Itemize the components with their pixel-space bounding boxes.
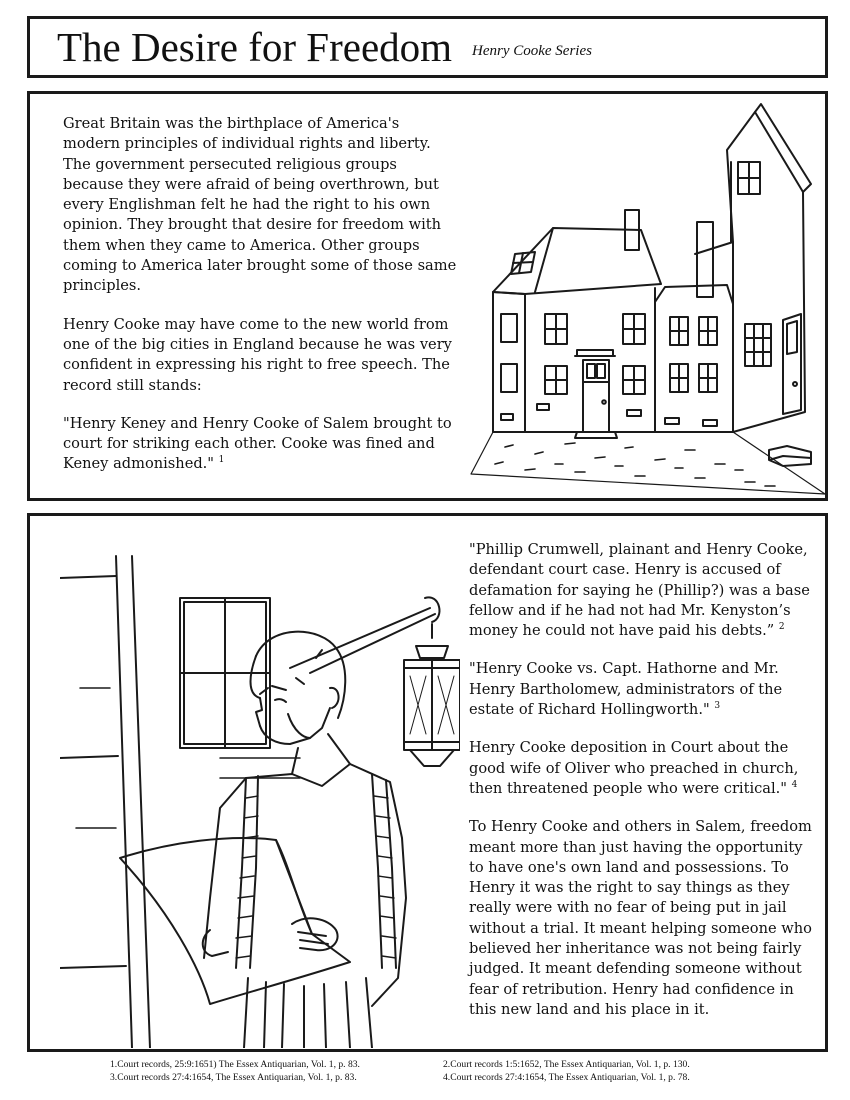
court-record-text: "Henry Cooke vs. Capt. Hathorne and Mr. Henry Bartholomew, administrators of the estate of Richard Hollingworth." <box>469 660 783 719</box>
henry-cooke-illustration <box>60 538 460 1048</box>
intro-paragraph-2: Henry Cooke may have come to the new world from one of the big cities in England because he was very confident in expressing his right to free speech. The record still stands: <box>63 315 452 394</box>
footnote-3: 3.Court records 27:4:1654, The Essex Antiquarian, Vol. 1, p. 83. <box>110 1072 357 1083</box>
court-quote-text: "Henry Keney and Henry Cooke of Salem brought to court for striking each other. Cooke was fined and Keney admonished." <box>63 414 452 473</box>
intro-paragraph-1: Great Britain was the birthplace of America's modern principles of individual rights and liberty. The government persecuted religious groups because they were afraid of being overthrown, but every Englishman felt he had the right to his own opinion. They brought that desire for freedom with them when they came to America. Other groups coming to America later brought some of those same principles. <box>63 115 457 295</box>
top-panel <box>27 91 828 501</box>
footnote-4: 4.Court records 27:4:1654, The Essex Antiquarian, Vol. 1, p. 78. <box>443 1072 690 1083</box>
footnote-ref-1: 1 <box>218 455 225 466</box>
court-record-4 <box>469 738 814 799</box>
intro-text <box>63 114 458 493</box>
footnote-2: 2.Court records 1:5:1652, The Essex Antiquarian, Vol. 1, p. 130. <box>443 1059 690 1070</box>
title-banner <box>27 16 828 78</box>
court-record-text: Henry Cooke deposition in Court about the good wife of Oliver who preached in church, then threatened people who were critical." <box>469 739 799 797</box>
footnote-1: 1.Court records, 25:9:1651) The Essex Antiquarian, Vol. 1, p. 83. <box>110 1059 360 1070</box>
page-title: The Desire for Freedom <box>57 24 453 70</box>
footnote-ref-4: 4 <box>791 780 798 791</box>
bottom-panel <box>27 513 828 1052</box>
conclusion-paragraph: To Henry Cooke and others in Salem, freedom meant more than just having the opportunity to have one's own land and possessions. To Henry it was the right to say things as they really were with no fear of being put in jail without a trial. It meant helping someone who believed her inheritance was not being fairly judged. It meant defending someone without fear of retribution. Henry had confidence in this new land and his place in it. <box>469 818 812 1018</box>
court-record-3 <box>469 659 814 720</box>
colonial-houses-illustration <box>465 102 827 497</box>
court-record-2 <box>469 540 814 641</box>
court-record-text: "Phillip Crumwell, plainant and Henry Cooke, defendant court case. Henry is accused of defamation for saying he (Phillip?) was a base fellow and if he had not had Mr. Kenyston’s money he could not have paid his debts.” <box>469 541 810 640</box>
footnote-ref-3: 3 <box>714 701 721 712</box>
court-quote-1 <box>63 414 458 475</box>
series-subtitle: Henry Cooke Series <box>472 43 592 59</box>
court-records-text <box>469 540 814 1038</box>
footnote-ref-2: 2 <box>778 622 785 633</box>
